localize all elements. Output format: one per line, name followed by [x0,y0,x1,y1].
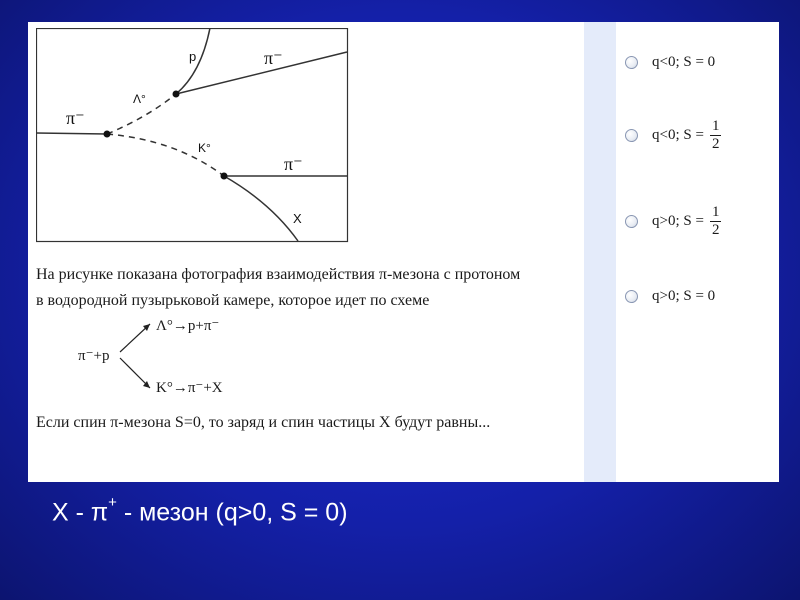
description-line-2: в водородной пузырьковой камере, которое идет по схеме [36,292,430,309]
radio-button-icon[interactable] [625,290,638,303]
option-3-label [652,204,721,239]
answer-options [625,22,775,482]
label-pi-minus-right: π⁻ [284,154,303,174]
answer-caption [52,494,348,527]
label-proton: p [189,49,197,64]
answer-suffix: - мезон (q>0, S = 0) [116,498,348,527]
option-3-text: q>0; S = [652,213,704,229]
label-pi-minus-top: π⁻ [264,48,283,68]
reaction-scheme [78,312,308,402]
question-card [28,22,779,482]
vertex-lambda-decay [173,91,180,98]
scheme-reactants: π⁻+p [78,348,110,364]
bubble-chamber-figure [36,28,376,260]
fraction-denominator: 2 [711,136,720,152]
description-line-1: На рисунке показана фотография взаимодействия π-мезона с протоном [36,266,521,283]
option-1-label: q<0; S = 0 [652,54,716,70]
label-kaon: K° [198,141,211,155]
label-lambda: Λ° [133,92,146,106]
option-4[interactable] [625,288,715,305]
fraction-one-half [710,204,722,239]
fraction-numerator: 1 [711,204,720,220]
fraction-numerator: 1 [711,118,720,134]
radio-button-icon[interactable] [625,215,638,228]
vertex-production [104,131,111,138]
label-pi-minus-left: π⁻ [66,108,85,128]
answer-superscript: + [108,494,117,511]
option-3[interactable] [625,204,721,239]
question-text: Если спин π-мезона S=0, то заряд и спин частицы X будут равны... [36,414,491,431]
option-1[interactable] [625,54,715,71]
label-x: X [293,211,302,226]
radio-button-icon[interactable] [625,56,638,69]
fraction-one-half [710,118,722,153]
vertex-kaon-decay [221,173,228,180]
radio-button-icon[interactable] [625,129,638,142]
option-2-label [652,118,721,153]
problem-description [36,262,596,314]
column-divider [584,22,616,482]
option-4-label: q>0; S = 0 [652,288,716,304]
fraction-denominator: 2 [711,222,720,238]
track-pi-minus-incoming [36,133,107,134]
option-2[interactable] [625,118,721,153]
option-2-text: q<0; S = [652,127,704,143]
answer-prefix: X - π [52,498,109,527]
scheme-branch-top: Λ°→p+π⁻ [156,318,220,334]
scheme-branch-bottom: K°→π⁻+X [156,380,223,396]
